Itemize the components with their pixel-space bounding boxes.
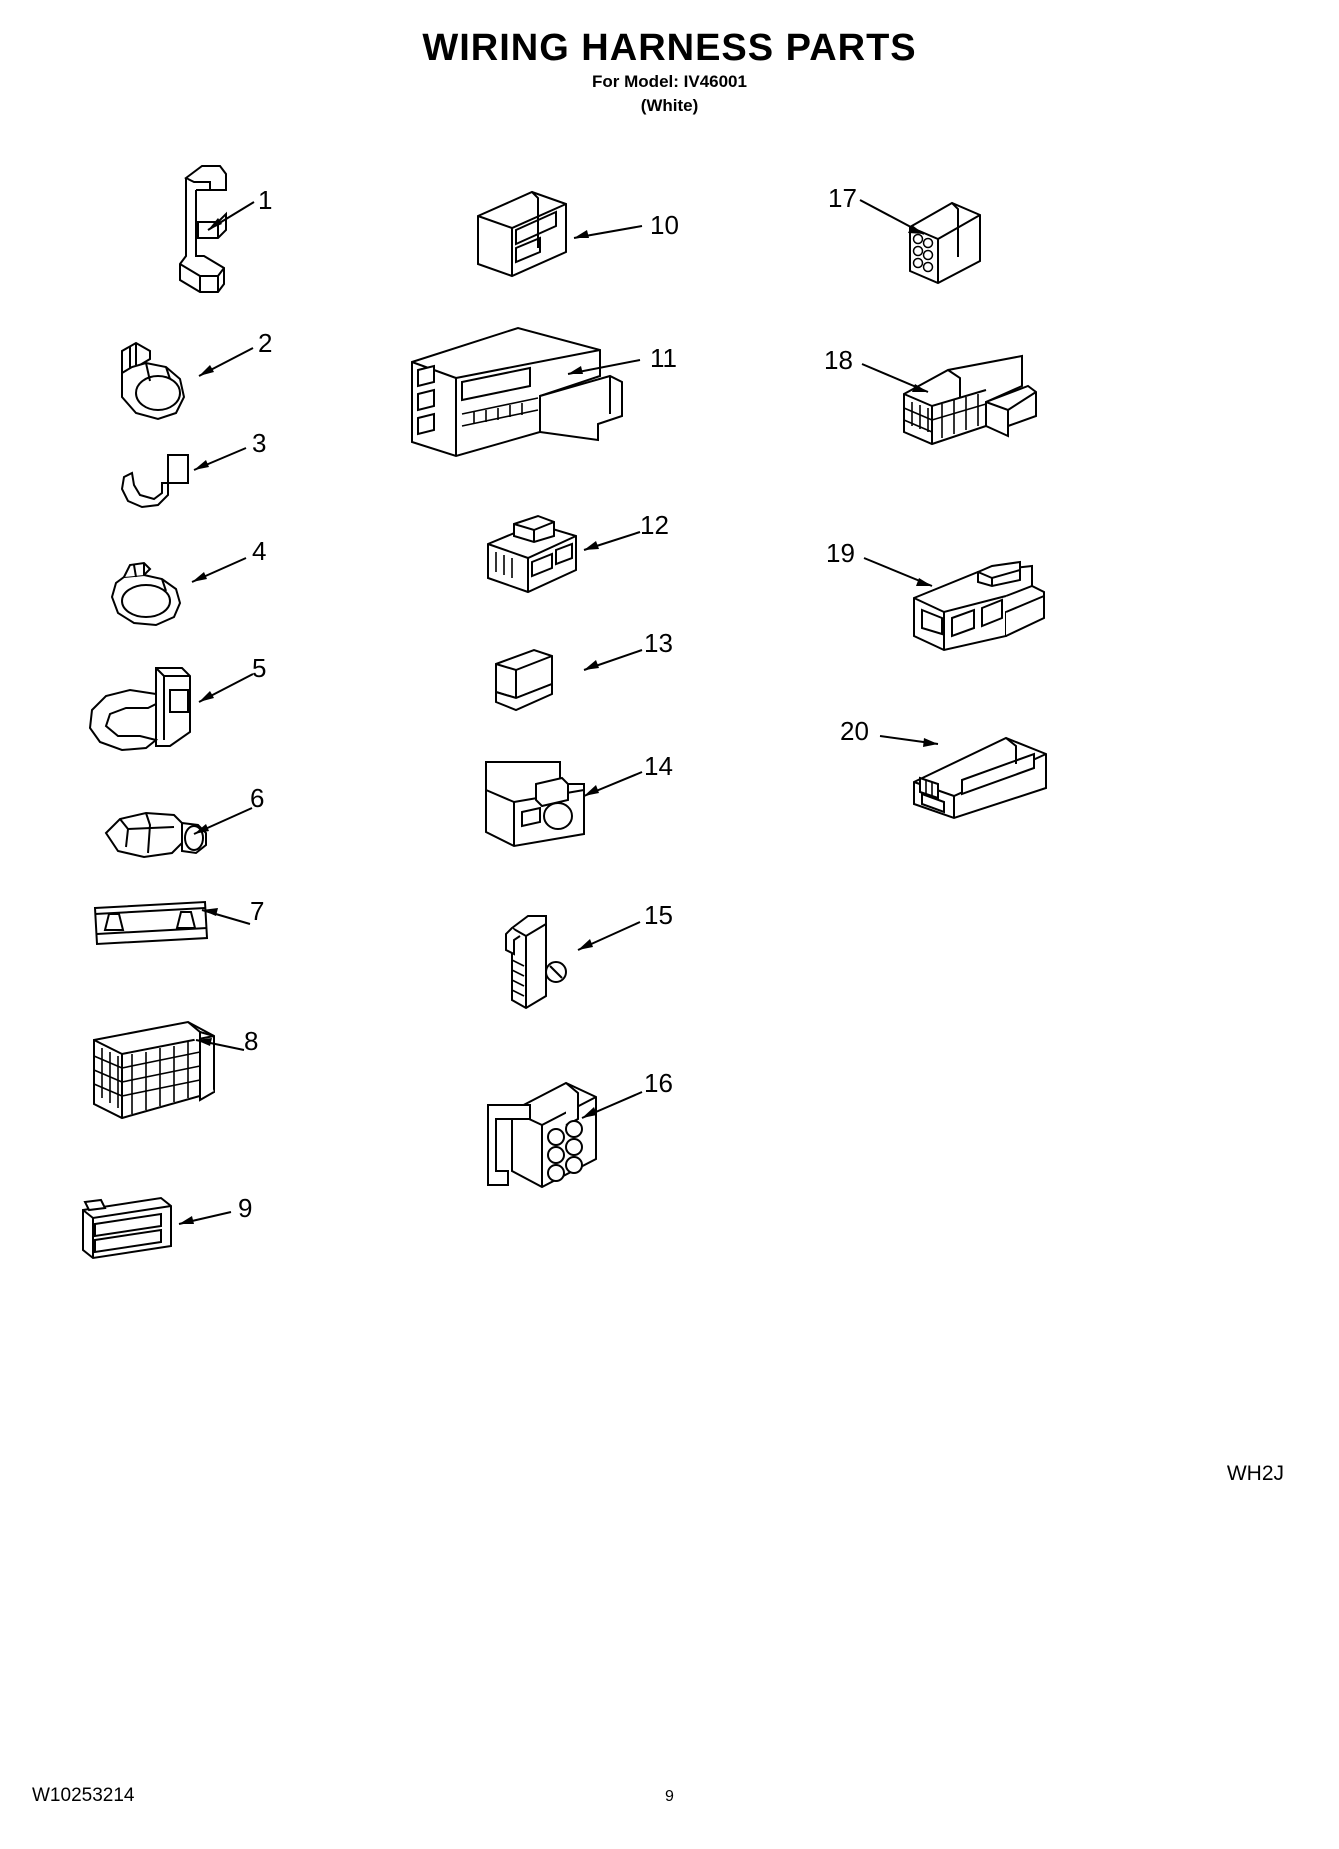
callout-18: 18 [824, 345, 853, 375]
leader-line-8 [182, 1028, 260, 1062]
leader-line-5 [185, 664, 265, 708]
page-title: WIRING HARNESS PARTS [422, 27, 917, 69]
leader-line-6 [180, 798, 264, 840]
document-number: W10253214 [32, 1785, 135, 1806]
callout-2: 2 [258, 328, 273, 358]
callout-4: 4 [252, 536, 267, 566]
callout-6: 6 [250, 783, 265, 813]
leader-line-3 [180, 438, 260, 478]
callout-1: 1 [258, 185, 273, 215]
leader-line-15 [566, 912, 652, 954]
callout-15: 15 [644, 900, 673, 930]
callout-19: 19 [826, 538, 855, 568]
page-header [0, 26, 1339, 118]
sheet-code: WH2J [1226, 1462, 1284, 1485]
page-number: 9 [665, 1788, 674, 1805]
callout-7: 7 [250, 896, 265, 926]
leader-line-2 [185, 338, 265, 383]
leader-line-11 [556, 352, 648, 380]
callout-12: 12 [640, 510, 669, 540]
leader-line-7 [188, 896, 266, 934]
model-line: For Model: IV46001 [592, 72, 747, 91]
leader-line-20 [872, 730, 952, 760]
leader-line-13 [572, 640, 652, 674]
callout-9: 9 [238, 1193, 253, 1223]
callout-10: 10 [650, 210, 679, 240]
leader-line-18 [852, 356, 942, 398]
leader-line-12 [572, 522, 650, 556]
callout-20: 20 [840, 716, 869, 746]
callout-17: 17 [828, 183, 857, 213]
callout-13: 13 [644, 628, 673, 658]
diagram-canvas [0, 140, 1339, 1460]
leader-line-17 [850, 192, 940, 242]
callout-3: 3 [252, 428, 267, 458]
leader-line-9 [165, 1200, 245, 1234]
leader-line-16 [570, 1082, 654, 1122]
part-graphic-11 [400, 320, 650, 480]
callout-16: 16 [644, 1068, 673, 1098]
callout-8: 8 [244, 1026, 259, 1056]
leader-line-4 [178, 548, 260, 588]
leader-line-19 [854, 552, 946, 592]
callout-14: 14 [644, 751, 673, 781]
callout-5: 5 [252, 653, 267, 683]
leader-line-10 [562, 218, 650, 246]
leader-line-1 [196, 190, 266, 238]
callout-11: 11 [650, 343, 677, 373]
leader-line-14 [572, 762, 652, 800]
color-line: (White) [640, 96, 699, 115]
